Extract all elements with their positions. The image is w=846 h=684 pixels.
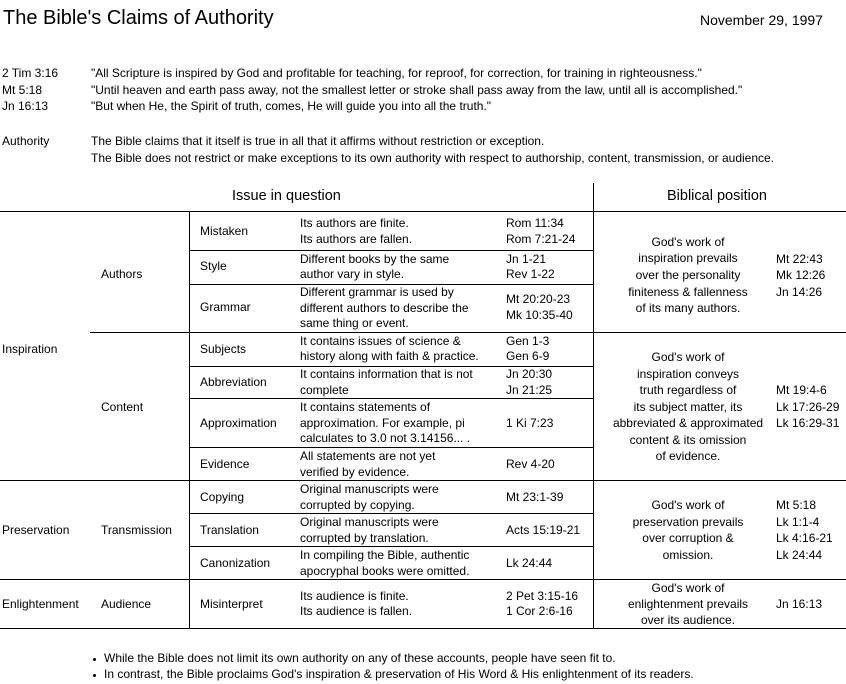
position-text: God's work of: [651, 498, 725, 512]
position-text: God's work of: [651, 350, 725, 364]
issue-ref: Lk 24:44: [506, 556, 553, 570]
position-text: abbreviated & approximated: [612, 416, 764, 430]
verse-ref: 2 Tim 3:16: [2, 66, 59, 80]
issue-desc: It contains information that is not: [300, 367, 473, 381]
issue-ref: Rev 4-20: [506, 457, 555, 471]
issue-label: Subjects: [200, 342, 247, 356]
issue-ref: Gen 1-3: [506, 334, 550, 348]
header-position: Biblical position: [667, 188, 767, 204]
issue-label: Grammar: [200, 300, 251, 314]
issue-ref: Mk 10:35-40: [506, 308, 573, 322]
row-rule: [189, 250, 593, 251]
issue-desc: different authors to describe the: [300, 301, 469, 315]
position-text: omission.: [662, 548, 714, 562]
issue-ref: Acts 15:19-21: [506, 523, 581, 537]
position-text: finiteness & fallenness: [628, 285, 748, 299]
position-text: God's work of: [651, 581, 725, 595]
position-ref: Lk 4:16-21: [776, 531, 833, 545]
issue-ref: 1 Ki 7:23: [506, 416, 554, 430]
table-rule: [0, 480, 846, 481]
issue-desc: Its authors are finite.: [300, 216, 409, 230]
issue-ref: Jn 20:30: [506, 367, 553, 381]
bullet-text: In contrast, the Bible proclaims God's inspiration & preservation of His Word & His enlightenment of its readers.: [104, 667, 694, 681]
position-text: inspiration conveys: [636, 367, 740, 381]
authority-label: Authority: [2, 134, 50, 148]
issue-desc: complete: [300, 383, 349, 397]
issue-ref: 2 Pet 3:15-16: [506, 589, 579, 603]
category-label: Inspiration: [2, 342, 58, 356]
issue-label: Translation: [200, 523, 259, 537]
issue-ref: Jn 1-21: [506, 252, 547, 266]
column-divider: [189, 212, 190, 628]
bullet-dot: [93, 674, 96, 677]
issue-desc: same thing or event.: [300, 316, 409, 330]
subcategory-label: Content: [101, 400, 144, 414]
issue-desc: verified by evidence.: [300, 465, 410, 479]
issue-label: Style: [200, 259, 227, 273]
issue-ref: Rev 1-22: [506, 267, 555, 281]
issue-desc: history along with faith & practice.: [300, 349, 479, 363]
issue-label: Mistaken: [200, 224, 249, 238]
row-rule: [189, 447, 593, 448]
position-ref: Jn 14:26: [776, 285, 823, 299]
position-text: over the personality: [635, 268, 741, 282]
issue-desc: Original manuscripts were: [300, 482, 439, 496]
position-text: of evidence.: [655, 449, 721, 463]
position-ref: Lk 1:1-4: [776, 515, 820, 529]
position-ref: Mt 5:18: [776, 498, 817, 512]
bullet-text: While the Bible does not limit its own authority on any of these accounts, people have seen fit to.: [104, 651, 616, 665]
position-text: content & its omission: [629, 433, 747, 447]
position-ref: Mk 12:26: [776, 268, 826, 282]
row-rule: [189, 546, 593, 547]
issue-desc: apocryphal books were omitted.: [300, 564, 470, 578]
issue-desc: corrupted by copying.: [300, 498, 415, 512]
position-text: over corruption &: [642, 531, 734, 545]
table-rule: [0, 579, 846, 580]
row-rule: [90, 332, 846, 333]
issue-desc: All statements are not yet: [300, 449, 436, 463]
issue-ref: Rom 11:34: [506, 216, 564, 230]
issue-desc: Its audience is finite.: [300, 589, 409, 603]
position-text: of its many authors.: [635, 301, 741, 315]
issue-ref: Rom 7:21-24: [506, 232, 576, 246]
row-rule: [189, 513, 593, 514]
verse-ref: Jn 16:13: [2, 99, 49, 113]
bullet-dot: [93, 658, 96, 661]
position-text: truth regardless of: [639, 383, 737, 397]
position-text: over its audience.: [640, 613, 736, 627]
issue-desc: It contains issues of science &: [300, 334, 461, 348]
issue-desc: Different books by the same: [300, 252, 450, 266]
issue-ref: 1 Cor 2:6-16: [506, 604, 573, 618]
issue-desc: calculates to 3.0 not 3.14156... .: [300, 431, 471, 445]
issue-desc: It contains statements of: [300, 400, 431, 414]
authority-line: The Bible does not restrict or make exceptions to its own authority with respect to authorship, content, transmission, or audience.: [91, 151, 775, 165]
issue-desc: Its audience is fallen.: [300, 604, 413, 618]
position-text: preservation prevails: [632, 515, 744, 529]
table-rule: [0, 211, 846, 212]
issue-ref: Gen 6-9: [506, 349, 550, 363]
issue-desc: Its authors are fallen.: [300, 232, 413, 246]
authority-line: The Bible claims that it itself is true in all that it affirms without restriction or exception.: [91, 134, 545, 148]
verse-text: "But when He, the Spirit of truth, comes, He will guide you into all the truth.": [91, 99, 492, 113]
issue-label: Copying: [200, 490, 245, 504]
issue-ref: Mt 20:20-23: [506, 292, 571, 306]
issue-desc: author vary in style.: [300, 267, 405, 281]
subcategory-label: Transmission: [101, 523, 172, 537]
category-label: Preservation: [2, 523, 70, 537]
issue-label: Canonization: [200, 556, 271, 570]
position-ref: Mt 22:43: [776, 252, 823, 266]
issue-label: Misinterpret: [200, 597, 263, 611]
issue-desc: Different grammar is used by: [300, 285, 454, 299]
verse-ref: Mt 5:18: [2, 83, 43, 97]
position-ref: Lk 24:44: [776, 548, 823, 562]
issue-label: Approximation: [200, 416, 277, 430]
issue-desc: In compiling the Bible, authentic: [300, 548, 470, 562]
position-ref: Jn 16:13: [776, 597, 823, 611]
position-text: inspiration prevails: [638, 251, 738, 265]
subcategory-label: Audience: [101, 597, 152, 611]
position-text: enlightenment prevails: [627, 597, 749, 611]
row-rule: [189, 398, 593, 399]
column-divider: [593, 183, 594, 629]
issue-label: Abbreviation: [200, 375, 267, 389]
issue-ref: Jn 21:25: [506, 383, 553, 397]
position-ref: Mt 19:4-6: [776, 383, 827, 397]
position-text: God's work of: [651, 235, 725, 249]
issue-desc: approximation. For example, pi: [300, 416, 465, 430]
issue-ref: Mt 23:1-39: [506, 490, 564, 504]
position-ref: Lk 17:26-29: [776, 400, 840, 414]
page-date: November 29, 1997: [700, 12, 823, 28]
issue-desc: Original manuscripts were: [300, 515, 439, 529]
table-rule: [0, 628, 846, 629]
issue-label: Evidence: [200, 457, 250, 471]
category-label: Enlightenment: [2, 597, 79, 611]
page-title: The Bible's Claims of Authority: [3, 7, 274, 29]
subcategory-label: Authors: [101, 267, 143, 281]
header-issue: Issue in question: [232, 188, 341, 204]
issue-desc: corrupted by translation.: [300, 531, 429, 545]
verse-text: "Until heaven and earth pass away, not the smallest letter or stroke shall pass away from the law, until all is accomplished.": [91, 83, 743, 97]
position-ref: Lk 16:29-31: [776, 416, 840, 430]
position-text: its subject matter, its: [633, 400, 743, 414]
verse-text: "All Scripture is inspired by God and profitable for teaching, for reproof, for correction, for training in righteousness.": [91, 66, 702, 80]
